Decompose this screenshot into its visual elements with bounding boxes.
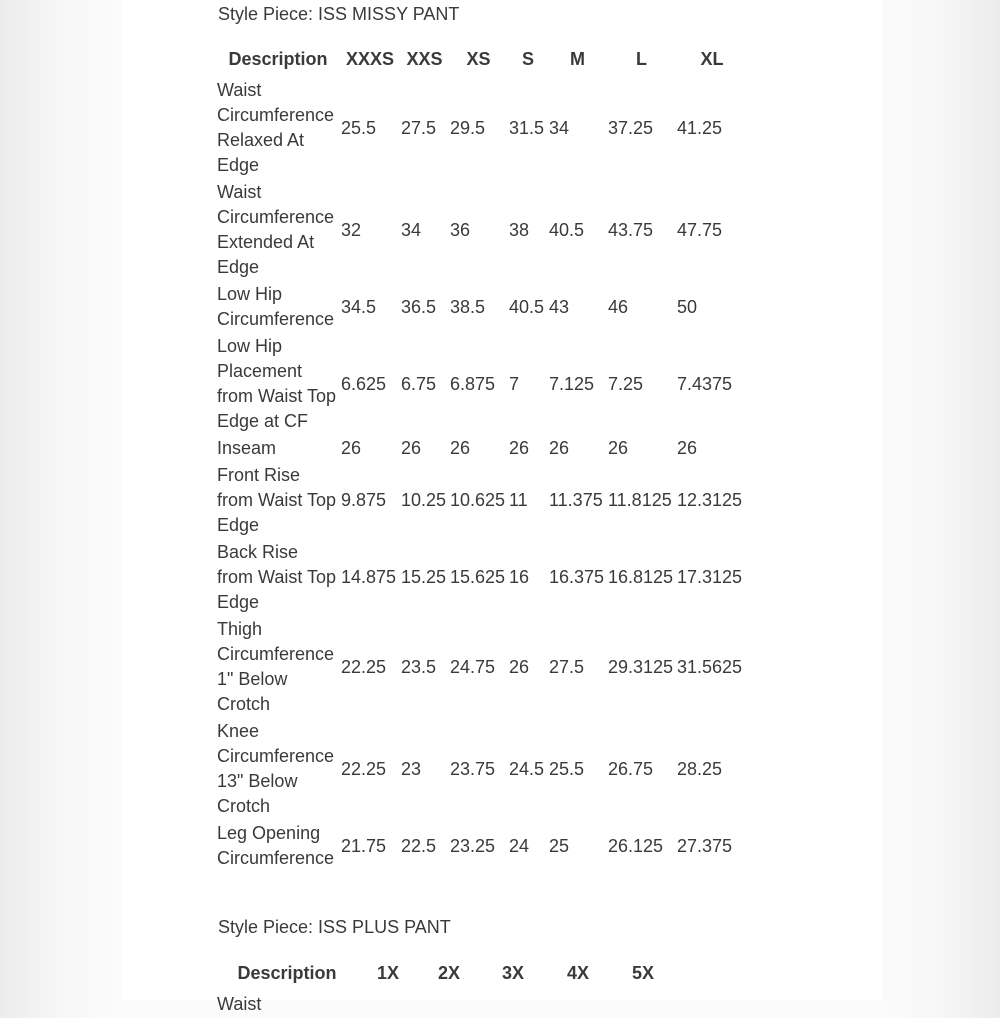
size-value-cell: 43 [549, 296, 570, 317]
table-row [216, 718, 748, 820]
size-value-cell: 23.25 [450, 835, 496, 856]
plus-header-row [216, 955, 676, 991]
table-row [216, 77, 748, 179]
size-value-cell: 26 [401, 438, 422, 458]
size-value-cell: 38.5 [450, 296, 486, 317]
row-description: Waist Circumference Relaxed At Edge [217, 80, 335, 175]
size-value-cell: 36.5 [401, 296, 437, 317]
row-description: Thigh Circumference 1" Below Crotch [217, 619, 335, 714]
size-value-cell: 32 [341, 219, 362, 240]
size-value-cell: 22.5 [401, 835, 437, 856]
size-value-cell: 26 [608, 438, 629, 458]
size-value-cell: 36 [450, 219, 471, 240]
size-value-cell: 16.375 [549, 567, 605, 587]
size-value-cell: 7.125 [549, 373, 595, 394]
size-value-cell: 24.75 [450, 656, 496, 677]
col-header-xxxs: XXXS [345, 48, 395, 69]
size-value-cell: 16 [509, 567, 530, 587]
size-value-cell: 40.5 [509, 296, 545, 317]
row-description: Back Rise from Waist Top Edge [217, 542, 337, 612]
table-row [216, 616, 748, 718]
col-header-l: L [636, 48, 647, 69]
col-header-description: Description [228, 48, 328, 69]
size-value-cell: 27.5 [549, 656, 585, 677]
plus-style-title: Style Piece: ISS PLUS PANT [218, 917, 451, 937]
size-value-cell: 9.875 [341, 490, 387, 510]
table-row [216, 179, 748, 281]
size-value-cell: 12.3125 [677, 490, 743, 510]
size-value-cell: 6.625 [341, 373, 387, 394]
size-value-cell: 41.25 [677, 117, 723, 138]
size-value-cell: 43.75 [608, 219, 654, 240]
col-header-3x: 3X [501, 962, 525, 983]
size-value-cell: 26 [677, 438, 698, 458]
row-description: Knee Circumference 13" Below Crotch [217, 721, 335, 816]
col-header-m: M [570, 48, 585, 69]
size-value-cell: 37.25 [608, 117, 654, 138]
table-row [216, 435, 748, 462]
size-value-cell: 31.5 [509, 117, 545, 138]
col-header-5x: 5X [631, 962, 655, 983]
size-value-cell: 26 [509, 656, 530, 677]
size-value-cell: 34.5 [341, 296, 377, 317]
size-value-cell: 23.5 [401, 656, 437, 677]
row-description: Inseam [217, 438, 277, 458]
size-value-cell: 24.5 [509, 758, 545, 779]
table-row [216, 991, 676, 1018]
size-value-cell: 17.3125 [677, 567, 743, 587]
size-value-cell: 34 [549, 117, 570, 138]
col-header-1x: 1X [376, 962, 400, 983]
row-description: Leg Opening Circumference [217, 823, 335, 868]
size-value-cell: 10.625 [450, 490, 506, 510]
table-row [216, 820, 748, 872]
size-value-cell: 25.5 [341, 117, 377, 138]
size-value-cell: 11.8125 [608, 490, 672, 510]
size-value-cell: 26 [450, 438, 471, 458]
col-header-xl: XL [700, 48, 724, 69]
size-value-cell: 26.75 [608, 758, 654, 779]
size-value-cell: 26 [341, 438, 362, 458]
size-value-cell: 7 [509, 373, 520, 394]
table-row [216, 539, 748, 616]
size-value-cell: 29.5 [450, 117, 486, 138]
col-header-s: S [521, 48, 534, 69]
size-value-cell: 47.75 [677, 219, 723, 240]
size-value-cell: 38 [509, 219, 530, 240]
size-value-cell: 7.4375 [677, 373, 733, 394]
size-value-cell: 16.8125 [608, 567, 674, 587]
size-value-cell: 24 [509, 835, 530, 856]
row-description: Front Rise from Waist Top Edge [217, 465, 337, 535]
size-value-cell: 26.125 [608, 835, 664, 856]
size-value-cell: 15.25 [401, 567, 447, 587]
size-value-cell: 26 [509, 438, 530, 458]
size-value-cell: 10.25 [401, 490, 447, 510]
size-value-cell: 21.75 [341, 835, 387, 856]
size-value-cell: 40.5 [549, 219, 585, 240]
row-description: Waist Circumference Extended At Edge [217, 182, 335, 277]
missy-header-row [216, 41, 748, 77]
size-value-cell: 28.25 [677, 758, 723, 779]
size-value-cell: 25 [549, 835, 570, 856]
size-value-cell: 23 [401, 758, 422, 779]
row-description: Low Hip Placement from Waist Top Edge at CF [217, 336, 337, 431]
size-value-cell: 46 [608, 296, 629, 317]
size-value-cell: 27.375 [677, 835, 733, 856]
size-value-cell: 25.5 [549, 758, 585, 779]
missy-style-title: Style Piece: ISS MISSY PANT [218, 4, 460, 24]
col-header-description: Description [237, 962, 337, 983]
size-value-cell: 50 [677, 296, 698, 317]
size-value-cell: 26 [549, 438, 570, 458]
table-row [216, 281, 748, 333]
col-header-2x: 2X [437, 962, 461, 983]
row-description: Low Hip Circumference [217, 284, 335, 329]
size-value-cell: 29.3125 [608, 656, 674, 677]
size-value-cell: 31.5625 [677, 656, 743, 677]
size-value-cell: 7.25 [608, 373, 644, 394]
size-value-cell: 34 [401, 219, 422, 240]
size-value-cell: 11 [509, 490, 528, 510]
size-value-cell: 22.25 [341, 758, 387, 779]
plus-size-table [216, 955, 676, 1018]
size-value-cell: 23.75 [450, 758, 496, 779]
table-row [216, 333, 748, 435]
table-row [216, 462, 748, 539]
size-value-cell: 11.375 [549, 490, 603, 510]
size-value-cell: 6.875 [450, 373, 496, 394]
col-header-xxs: XXS [406, 48, 443, 69]
size-value-cell: 27.5 [401, 117, 437, 138]
row-description: Waist [217, 994, 262, 1014]
col-header-xs: XS [466, 48, 491, 69]
col-header-4x: 4X [566, 962, 590, 983]
size-value-cell: 15.625 [450, 567, 506, 587]
size-value-cell: 22.25 [341, 656, 387, 677]
missy-size-table [216, 41, 748, 872]
size-value-cell: 14.875 [341, 567, 397, 587]
size-value-cell: 6.75 [401, 373, 437, 394]
